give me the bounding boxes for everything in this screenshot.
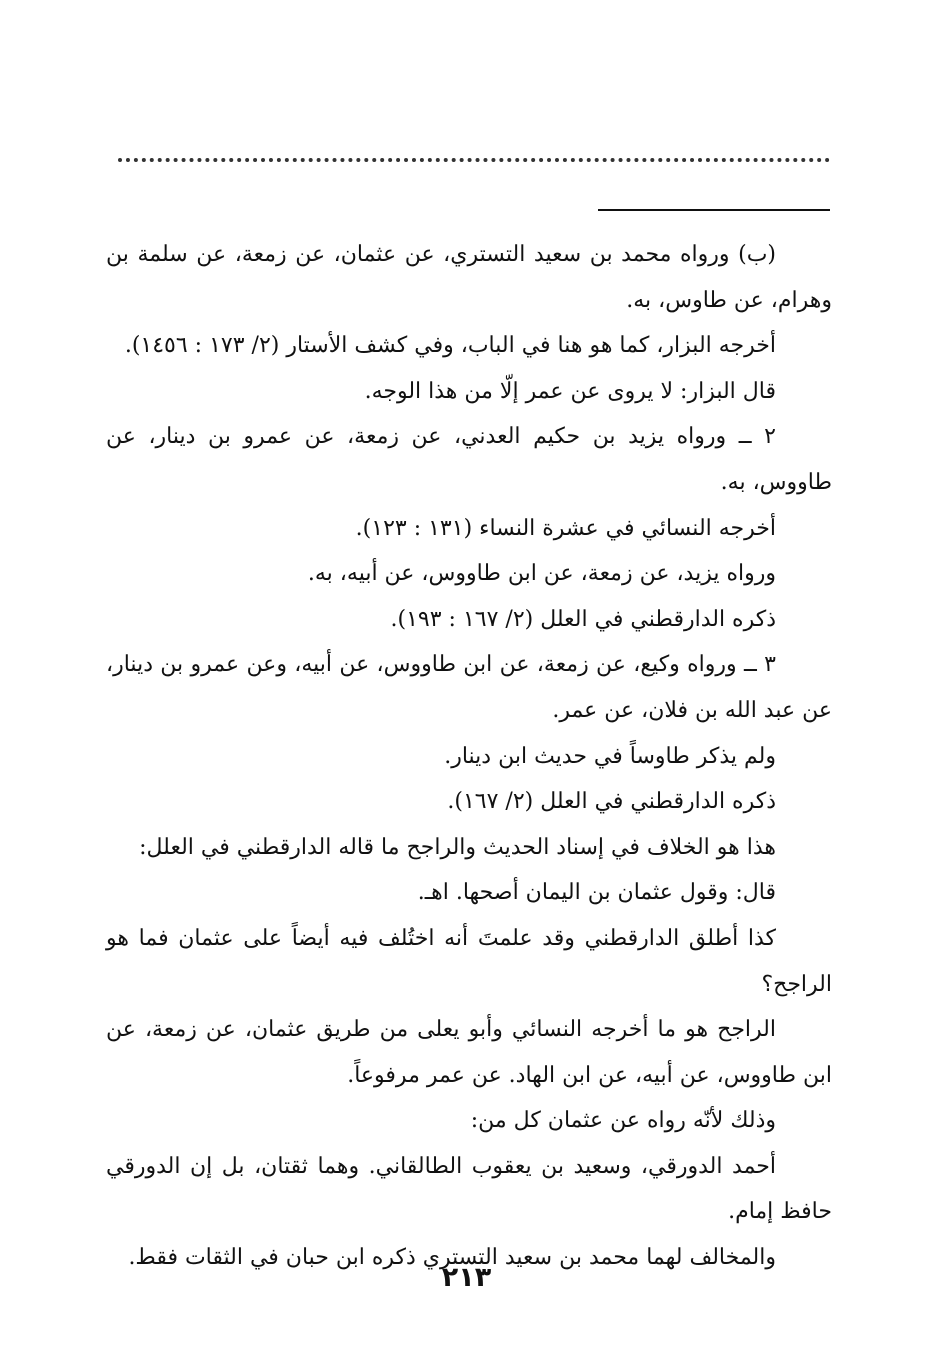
paragraph-16: أحمد الدورقي، وسعيد بن يعقوب الطالقاني. وهما ثقتان، بل إن الدورقي حافظ إمام. bbox=[106, 1153, 832, 1225]
paragraph-9: ولم يذكر طاوساً في حديث ابن دينار. bbox=[444, 743, 776, 769]
paragraph-15: وذلك لأنّه رواه عن عثمان كل من: bbox=[470, 1108, 776, 1134]
paragraph-14: الراجح هو ما أخرجه النسائي وأبو يعلى من طريق عثمان، عن زمعة، عن ابن طاووس، عن أبيه، عن ابن الهاد. عن عمر مرفوعاً. bbox=[106, 1017, 832, 1088]
dotted-separator bbox=[118, 158, 830, 166]
paragraph-12: قال: وقول عثمان بن اليمان أصحها. اهـ. bbox=[417, 880, 776, 906]
page-number: ٢١٣ bbox=[441, 1262, 492, 1293]
paragraph-7: ذكره الدارقطني في العلل (٢/ ١٦٧ : ١٩٣). bbox=[390, 606, 776, 632]
paragraph-8: ٣ ــ ورواه وكيع، عن زمعة، عن ابن طاووس، عن أبيه، وعن عمرو بن دينار، عن عبد الله بن فلان، عن عمر. bbox=[106, 652, 832, 723]
footnote-rule bbox=[598, 209, 830, 211]
paragraph-2: أخرجه البزار، كما هو هنا في الباب، وفي كشف الأستار (٢/ ١٧٣ : ١٤٥٦). bbox=[124, 333, 776, 359]
paragraph-3: قال البزار: لا يروى عن عمر إلّا من هذا الوجه. bbox=[364, 378, 776, 404]
paragraph-17: والمخالف لهما محمد بن سعيد التستري ذكره ابن حبان في الثقات فقط. bbox=[128, 1245, 776, 1271]
paragraph-4: ٢ ــ ورواه يزيد بن حكيم العدني، عن زمعة، عن عمرو بن دينار، عن طاووس، به. bbox=[106, 424, 832, 495]
paragraph-6: ورواه يزيد، عن زمعة، عن ابن طاووس، عن أبيه، به. bbox=[307, 561, 776, 587]
paragraph-10: ذكره الدارقطني في العلل (٢/ ١٦٧). bbox=[447, 789, 776, 815]
paragraph-1: (ب) ورواه محمد بن سعيد التستري، عن عثمان، عن زمعة، عن سلمة بن وهرام، عن طاوس، به. bbox=[106, 242, 832, 313]
page-body bbox=[106, 232, 832, 1281]
paragraph-5: أخرجه النسائي في عشرة النساء (١٣١ : ١٢٣). bbox=[355, 515, 776, 541]
paragraph-13: كذا أطلق الدارقطني وقد علمتَ أنه اختُلف فيه أيضاً على عثمان فما هو الراجح؟ bbox=[106, 925, 832, 997]
paragraph-11: هذا هو الخلاف في إسناد الحديث والراجح ما قاله الدارقطني في العلل: bbox=[139, 834, 776, 860]
